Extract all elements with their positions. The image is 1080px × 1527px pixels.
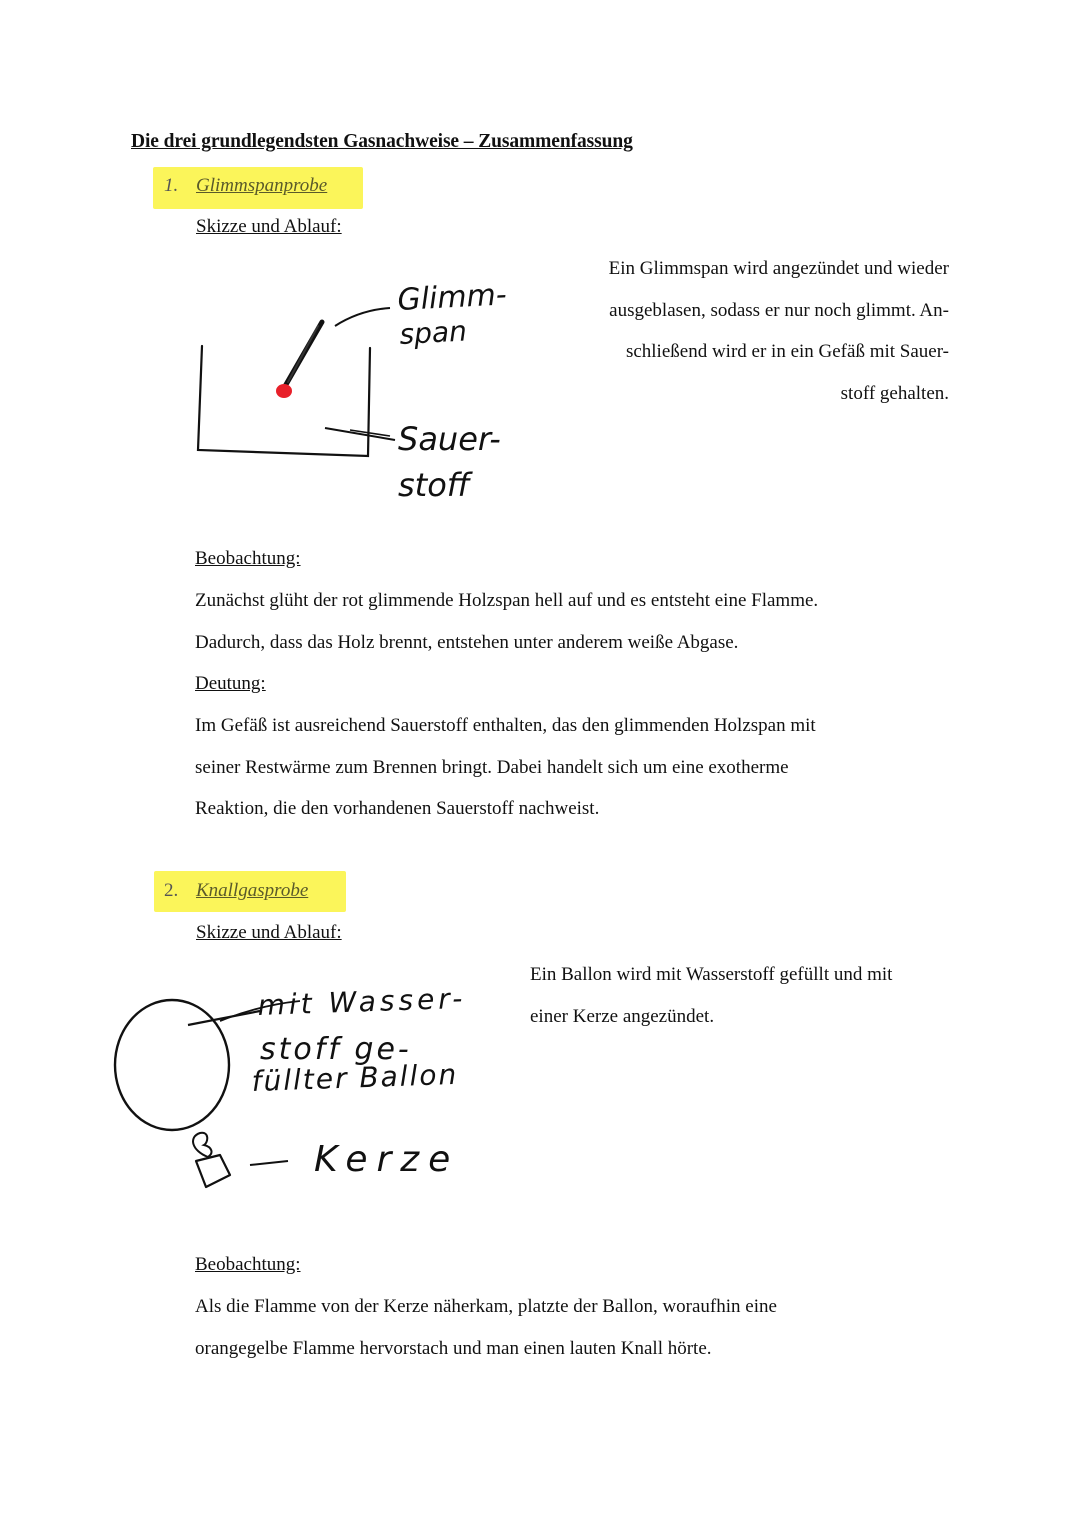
section1-title: Glimmspanprobe bbox=[196, 175, 328, 196]
candle bbox=[196, 1155, 230, 1187]
section1-desc-line: ausgeblasen, sodass er nur noch glimmt. An- bbox=[609, 299, 949, 321]
section1-interpretation-label: Deutung: bbox=[195, 673, 266, 694]
section1-interpretation-line: Im Gefäß ist ausreichend Sauerstoff enthalten, das den glimmenden Holzspan mit bbox=[195, 715, 816, 736]
pointer-line bbox=[250, 1161, 288, 1165]
section1-heading bbox=[164, 175, 327, 197]
sketch-text-sauer2: stoff bbox=[398, 466, 470, 504]
section2-observation-label: Beobachtung: bbox=[195, 1254, 301, 1275]
glimmspan-sketch bbox=[180, 270, 540, 510]
section1-observation-line: Zunächst glüht der rot glimmende Holzspan hell auf und es entsteht eine Flamme. bbox=[195, 590, 819, 611]
section2-description bbox=[530, 954, 892, 1037]
sketch-text-glimm1: Glimm- bbox=[396, 277, 508, 318]
section1-desc-line: Ein Glimmspan wird angezündet und wieder bbox=[608, 258, 949, 279]
section2-sketch-label: Skizze und Ablauf: bbox=[196, 922, 342, 943]
sketch-text-line3: füllter Ballon bbox=[251, 1057, 459, 1098]
section1-sketch-label: Skizze und Ablauf: bbox=[196, 216, 342, 237]
section2-observation bbox=[195, 1286, 777, 1369]
section2-observation-line: orangegelbe Flamme hervorstach und man einen lauten Knall hörte. bbox=[195, 1337, 712, 1359]
section1-interpretation-line: seiner Restwärme zum Brennen bringt. Dabei handelt sich um eine exotherme bbox=[195, 756, 789, 778]
knallgas-sketch bbox=[100, 975, 530, 1205]
section1-number: 1. bbox=[164, 175, 179, 196]
candle-flame bbox=[193, 1133, 211, 1157]
pointer-line bbox=[188, 1011, 260, 1025]
section2-observation-line: Als die Flamme von der Kerze näherkam, platzte der Ballon, woraufhin eine bbox=[195, 1296, 777, 1317]
section1-description bbox=[609, 248, 949, 414]
section2-heading bbox=[164, 880, 308, 902]
sketch-text-sauer1: Sauer- bbox=[398, 420, 501, 458]
section1-interpretation bbox=[195, 705, 816, 830]
section1-observation-label: Beobachtung: bbox=[195, 548, 301, 569]
section1-desc-line: schließend wird er in ein Gefäß mit Sauer- bbox=[625, 341, 949, 362]
sketch-text-kerze: Kerze bbox=[314, 1139, 460, 1180]
sketch-text-line2: stoff ge- bbox=[260, 1032, 412, 1067]
section1-observation-line: Dadurch, dass das Holz brennt, entstehen unter anderem weiße Abgase. bbox=[195, 631, 739, 653]
pointer-line bbox=[325, 428, 395, 440]
vessel-outline bbox=[198, 346, 370, 456]
sketch-text-line1: mit Wasser- bbox=[257, 981, 467, 1022]
section2-number: 2. bbox=[164, 880, 179, 901]
page-title: Die drei grundlegendsten Gasnachweise – Zusammenfassung bbox=[131, 131, 633, 152]
section1-interpretation-line: Reaktion, die den vorhandenen Sauerstoff nachweist. bbox=[195, 798, 600, 819]
sketch-text-glimm2: span bbox=[398, 314, 468, 351]
section2-desc-line: Ein Ballon wird mit Wasserstoff gefüllt und mit bbox=[530, 964, 893, 985]
section1-desc-line: stoff gehalten. bbox=[840, 382, 949, 404]
section2-desc-line: einer Kerze angezündet. bbox=[530, 1005, 715, 1027]
glow-tip bbox=[276, 384, 292, 398]
section2-title: Knallgasprobe bbox=[196, 880, 309, 901]
pointer-line bbox=[335, 308, 390, 326]
section1-observation bbox=[195, 580, 818, 663]
